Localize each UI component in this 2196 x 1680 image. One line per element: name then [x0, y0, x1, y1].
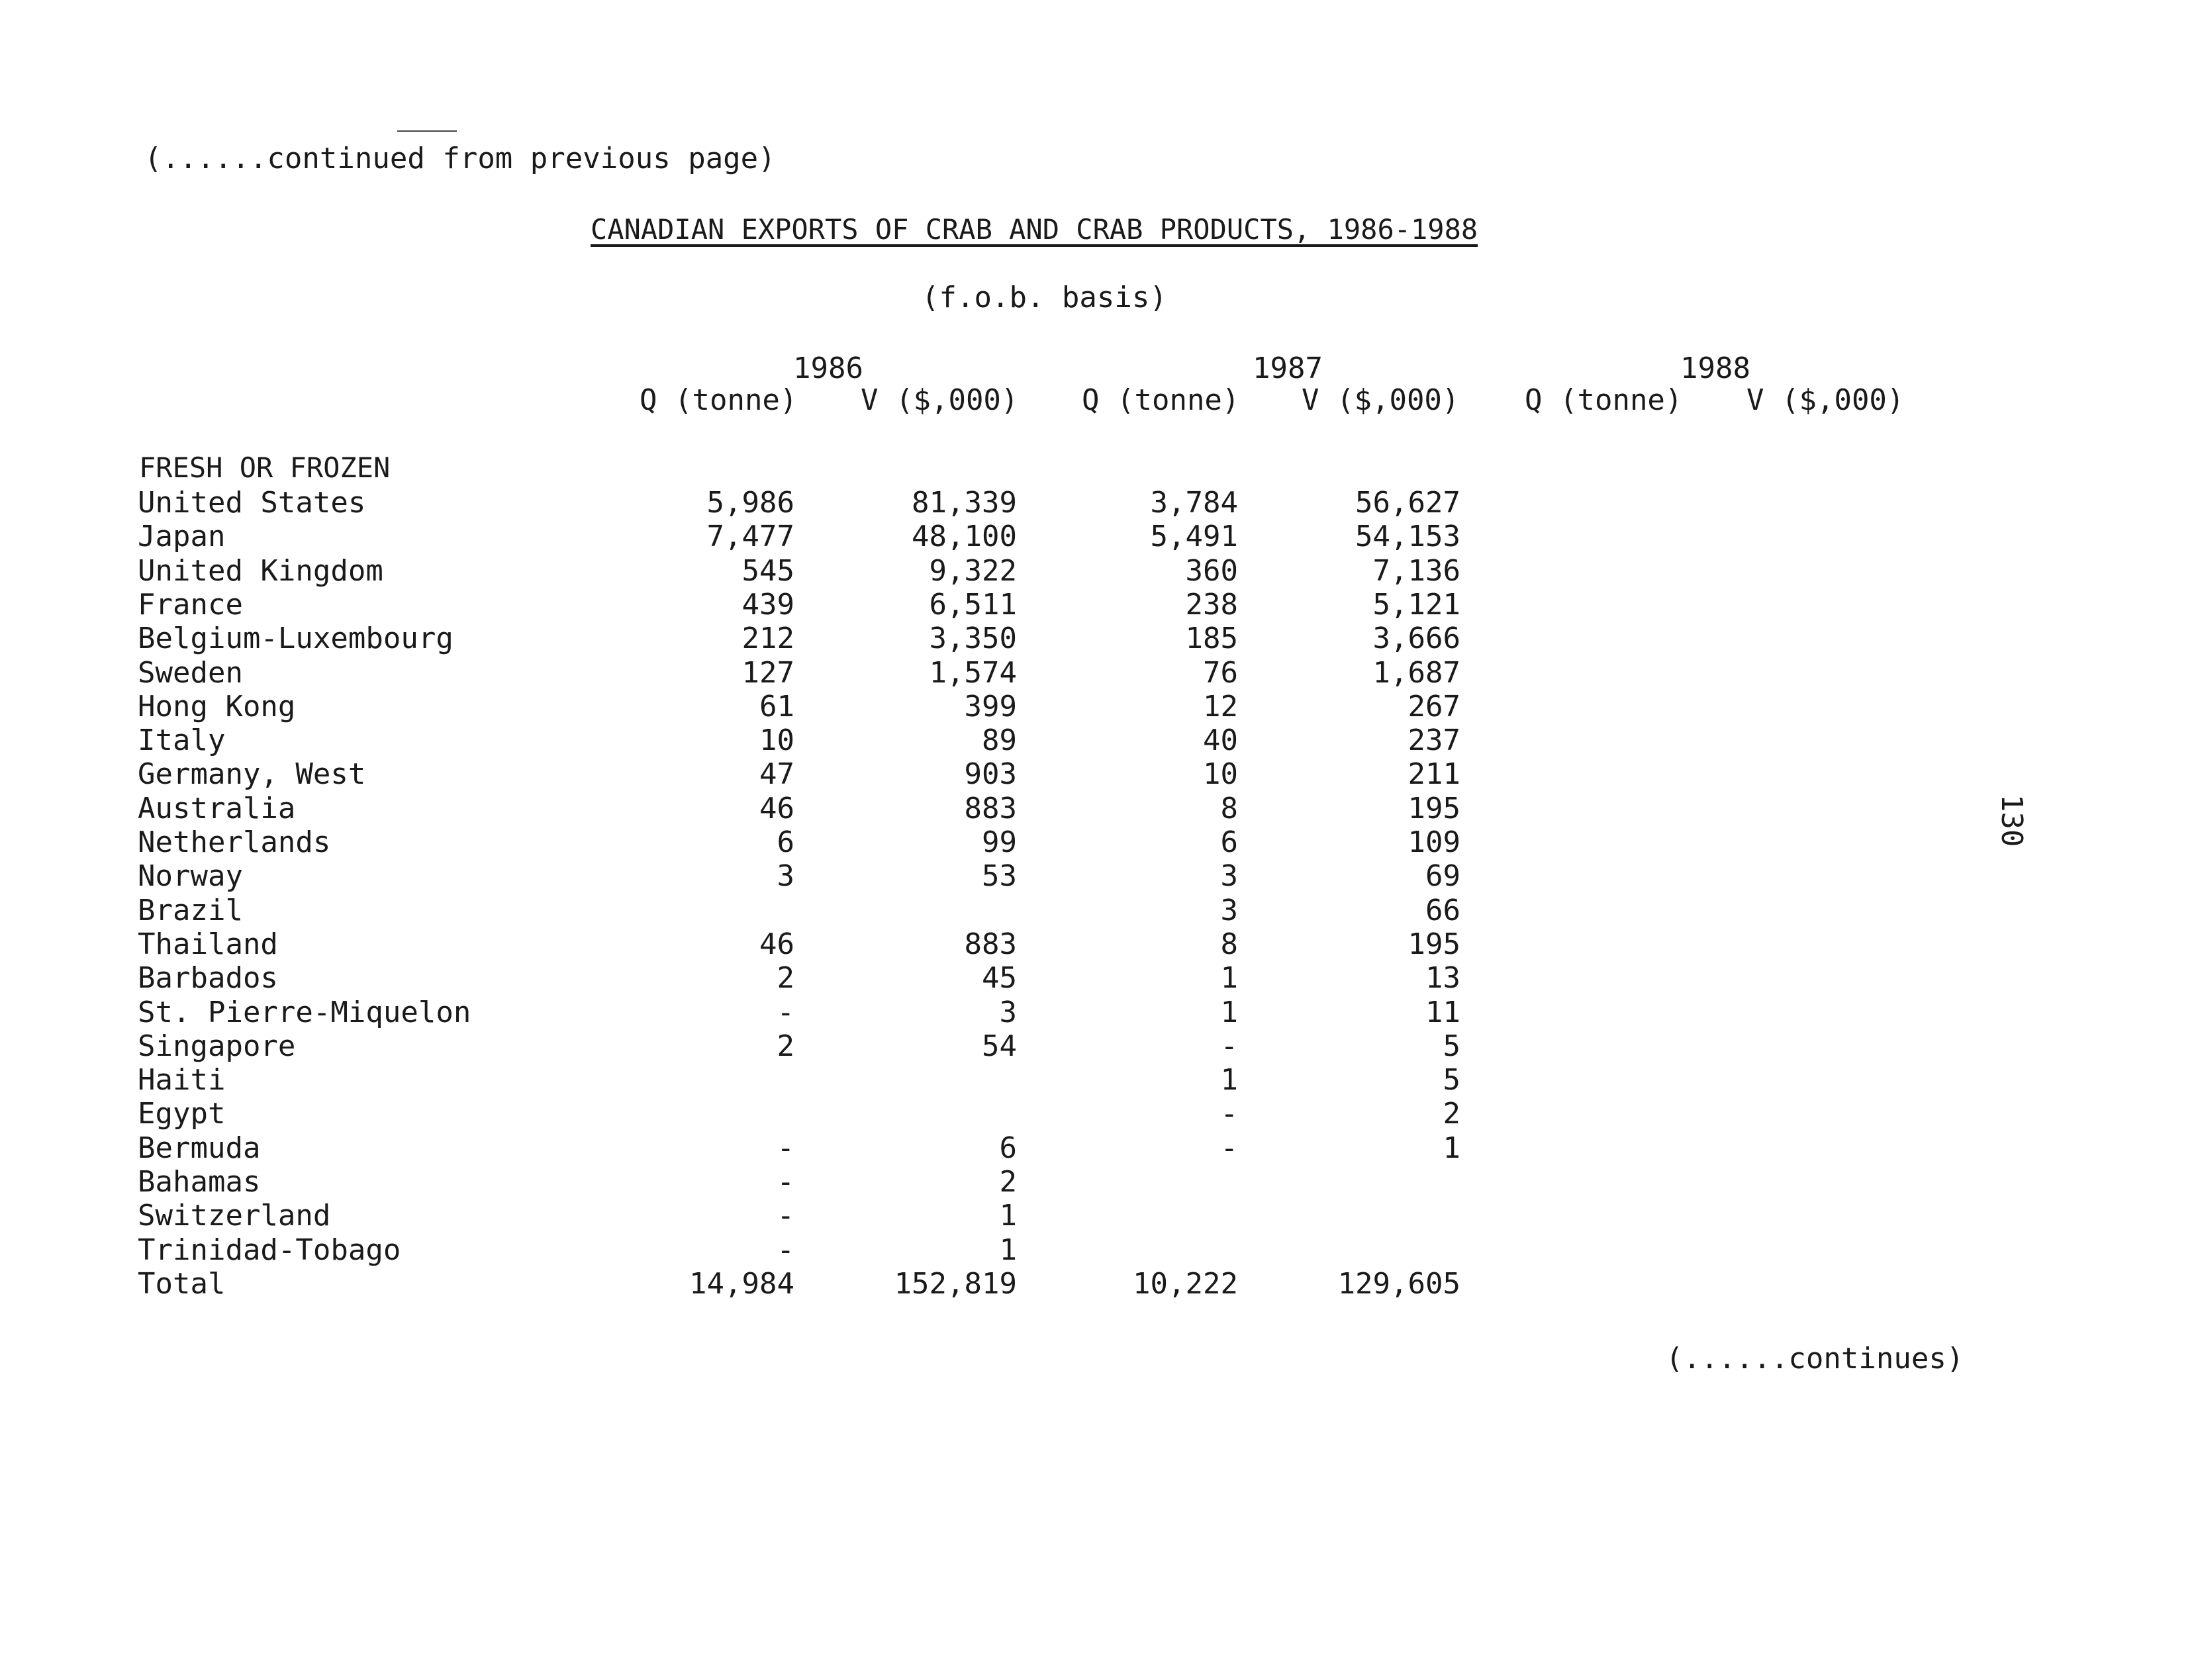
year-1988: 1988: [1680, 351, 1750, 385]
cell-v86: 152,819: [894, 1267, 1017, 1301]
section-label: FRESH OR FROZEN: [139, 451, 391, 484]
cell-q86: 2: [777, 961, 794, 995]
cell-v86: 81,339: [912, 486, 1017, 520]
cell-q86: 7,477: [706, 520, 794, 553]
cell-q87: 185: [1185, 622, 1238, 655]
cell-q86: -: [777, 1199, 794, 1233]
cell-v86: 99: [982, 825, 1017, 859]
cell-v86: 45: [982, 961, 1017, 995]
cell-q87: 10: [1203, 757, 1238, 791]
continued-note: (......continued from previous page): [144, 142, 776, 175]
country-name: Netherlands: [138, 825, 331, 859]
cell-v87: 211: [1408, 757, 1460, 791]
cell-v86: 399: [964, 690, 1017, 723]
cell-v87: 195: [1408, 927, 1460, 961]
cell-v86: 1,574: [929, 656, 1017, 690]
page-number: 130: [1995, 794, 2029, 847]
table-title: CANADIAN EXPORTS OF CRAB AND CRAB PRODUCTS, 1986-1988: [591, 213, 1478, 246]
cell-v86: 53: [982, 859, 1017, 893]
cell-v87: 54,153: [1355, 520, 1460, 553]
cell-v87: 109: [1408, 825, 1460, 859]
cell-q87: -: [1220, 1029, 1238, 1063]
cell-q86: -: [777, 1165, 794, 1199]
cell-v87: 1,687: [1372, 656, 1460, 690]
cell-v87: 129,605: [1337, 1267, 1460, 1301]
cell-v87: 5: [1443, 1029, 1460, 1063]
cell-v86: 2: [999, 1165, 1017, 1199]
cell-v86: 1: [999, 1233, 1017, 1267]
cell-q86: -: [777, 1131, 794, 1165]
cell-v87: 3,666: [1372, 622, 1460, 655]
cell-q86: 127: [741, 656, 794, 690]
cell-v86: 883: [964, 927, 1017, 961]
cell-q86: 439: [741, 588, 794, 622]
cell-q86: 5,986: [706, 486, 794, 520]
year-1986: 1986: [793, 351, 863, 385]
country-name: Singapore: [138, 1029, 296, 1063]
cell-q86: 14,984: [689, 1267, 794, 1301]
cell-q86: 46: [759, 927, 794, 961]
cell-v86: 9,322: [929, 554, 1017, 588]
cell-q87: 6: [1220, 825, 1238, 859]
cell-v86: 6,511: [929, 588, 1017, 622]
cell-q87: 1: [1220, 1063, 1238, 1097]
scan-mark: [397, 130, 457, 132]
col-q-1986: Q (tonne): [640, 383, 798, 417]
col-q-1987: Q (tonne): [1082, 383, 1240, 417]
cell-v86: 3: [999, 996, 1017, 1029]
cell-v87: 5,121: [1372, 588, 1460, 622]
cell-v87: 2: [1443, 1097, 1460, 1131]
table-subtitle: (f.o.b. basis): [922, 281, 1167, 314]
col-v-1988: V ($,000): [1746, 383, 1905, 417]
cell-q86: 3: [777, 859, 794, 893]
country-name: St. Pierre-Miquelon: [138, 996, 471, 1029]
cell-q86: 2: [777, 1029, 794, 1063]
cell-q87: 1: [1220, 961, 1238, 995]
cell-q87: 40: [1203, 723, 1238, 757]
cell-v86: 903: [964, 757, 1017, 791]
cell-q86: 6: [777, 825, 794, 859]
cell-q87: 360: [1185, 554, 1238, 588]
cell-q87: 12: [1203, 690, 1238, 723]
cell-v87: 5: [1443, 1063, 1460, 1097]
cell-v87: 13: [1425, 961, 1460, 995]
country-name: Haiti: [138, 1063, 226, 1097]
cell-v87: 267: [1408, 690, 1460, 723]
cell-q87: 5,491: [1150, 520, 1238, 553]
country-name: Total: [138, 1267, 226, 1301]
cell-q87: 8: [1220, 792, 1238, 825]
cell-q87: 8: [1220, 927, 1238, 961]
cell-v87: 1: [1443, 1131, 1460, 1165]
country-name: Trinidad-Tobago: [138, 1233, 401, 1267]
cell-v86: 54: [982, 1029, 1017, 1063]
cell-q87: -: [1220, 1097, 1238, 1131]
cell-v86: 3,350: [929, 622, 1017, 655]
cell-v86: 883: [964, 792, 1017, 825]
cell-v87: 195: [1408, 792, 1460, 825]
country-name: United States: [138, 486, 366, 520]
cell-q86: 10: [759, 723, 794, 757]
country-name: Germany, West: [138, 757, 366, 791]
col-q-1988: Q (tonne): [1525, 383, 1683, 417]
cell-q86: -: [777, 1233, 794, 1267]
col-v-1986: V ($,000): [861, 383, 1019, 417]
cell-v87: 7,136: [1372, 554, 1460, 588]
country-name: Australia: [138, 792, 296, 825]
cell-v87: 66: [1425, 894, 1460, 927]
cell-q87: -: [1220, 1131, 1238, 1165]
cell-q86: 61: [759, 690, 794, 723]
cell-q87: 3: [1220, 894, 1238, 927]
cell-v86: 1: [999, 1199, 1017, 1233]
continues-note: (......continues): [1666, 1342, 1964, 1376]
country-name: Italy: [138, 723, 226, 757]
cell-q86: 46: [759, 792, 794, 825]
country-name: Hong Kong: [138, 690, 296, 723]
country-name: France: [138, 588, 243, 622]
country-name: Thailand: [138, 927, 278, 961]
country-name: Bermuda: [138, 1131, 261, 1165]
cell-q87: 10,222: [1133, 1267, 1238, 1301]
country-name: Barbados: [138, 961, 278, 995]
cell-q86: 212: [741, 622, 794, 655]
country-name: Japan: [138, 520, 226, 553]
col-v-1987: V ($,000): [1302, 383, 1460, 417]
cell-q86: 47: [759, 757, 794, 791]
cell-v87: 237: [1408, 723, 1460, 757]
year-1987: 1987: [1253, 351, 1323, 385]
cell-q87: 3,784: [1150, 486, 1238, 520]
cell-q87: 1: [1220, 996, 1238, 1029]
cell-v87: 11: [1425, 996, 1460, 1029]
cell-q87: 3: [1220, 859, 1238, 893]
country-name: Bahamas: [138, 1165, 261, 1199]
country-name: United Kingdom: [138, 554, 383, 588]
country-name: Norway: [138, 859, 243, 893]
country-name: Belgium-Luxembourg: [138, 622, 454, 655]
cell-v86: 89: [982, 723, 1017, 757]
country-name: Sweden: [138, 656, 243, 690]
country-name: Switzerland: [138, 1199, 331, 1233]
cell-v86: 48,100: [912, 520, 1017, 553]
cell-v87: 56,627: [1355, 486, 1460, 520]
cell-v87: 69: [1425, 859, 1460, 893]
country-name: Brazil: [138, 894, 243, 927]
cell-q86: -: [777, 996, 794, 1029]
cell-q87: 76: [1203, 656, 1238, 690]
country-name: Egypt: [138, 1097, 226, 1131]
cell-q86: 545: [741, 554, 794, 588]
cell-q87: 238: [1185, 588, 1238, 622]
cell-v86: 6: [999, 1131, 1017, 1165]
